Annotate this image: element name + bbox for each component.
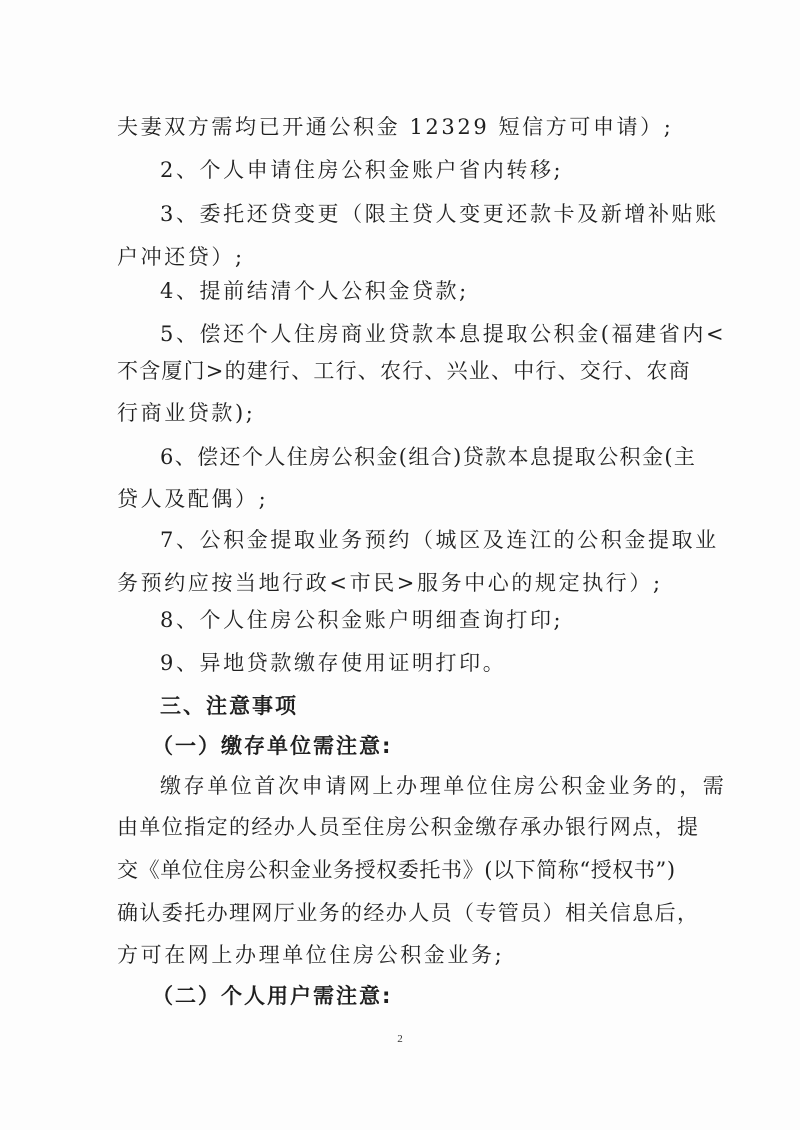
- text-line-continuation: 由单位指定的经办人员至住房公积金缴存承办银行网点，提: [117, 815, 700, 839]
- list-item-4: 4、提前结清个人公积金贷款;: [160, 279, 469, 303]
- text-line-continuation: 行商业贷款);: [117, 401, 256, 425]
- page-number: 2: [397, 1033, 403, 1045]
- text-line-continuation: 方可在网上办理单位住房公积金业务;: [117, 943, 505, 967]
- text-line-continuation: 户冲还贷）;: [117, 245, 245, 269]
- text-line-continuation: 贷人及配偶）;: [117, 487, 269, 511]
- list-item-8: 8、个人住房公积金账户明细查询打印;: [160, 608, 564, 632]
- list-item-9: 9、异地贷款缴存使用证明打印。: [160, 651, 507, 675]
- list-item-6: 6、偿还个人住房公积金(组合)贷款本息提取公积金(主: [160, 445, 697, 469]
- list-item-7: 7、公积金提取业务预约（城区及连江的公积金提取业: [160, 528, 719, 552]
- text-line-continuation: 务预约应按当地行政<市民>服务中心的规定执行）;: [117, 571, 663, 595]
- text-line-continuation: 确认委托办理网厅业务的经办人员（专管员）相关信息后，: [117, 901, 700, 925]
- section-heading-notes: 三、注意事项: [160, 694, 298, 718]
- paragraph-start: 缴存单位首次申请网上办理单位住房公积金业务的，需: [160, 774, 727, 798]
- text-line-continuation: 不含厦门>的建行、工行、农行、兴业、中行、交行、农商: [117, 359, 691, 383]
- text-line-continuation: 交《单位住房公积金业务授权委托书》(以下简称“授权书”): [117, 858, 676, 882]
- list-item-3: 3、委托还贷变更（限主贷人变更还款卡及新增补贴账: [160, 202, 719, 226]
- subsection-heading-units: （一）缴存单位需注意:: [152, 734, 393, 758]
- list-item-2: 2、个人申请住房公积金账户省内转移;: [160, 158, 564, 182]
- subsection-heading-individuals: （二）个人用户需注意:: [152, 984, 393, 1008]
- list-item-5: 5、偿还个人住房商业贷款本息提取公积金(福建省内<: [160, 322, 727, 346]
- text-line-continuation: 夫妻双方需均已开通公积金 12329 短信方可申请）;: [117, 115, 674, 139]
